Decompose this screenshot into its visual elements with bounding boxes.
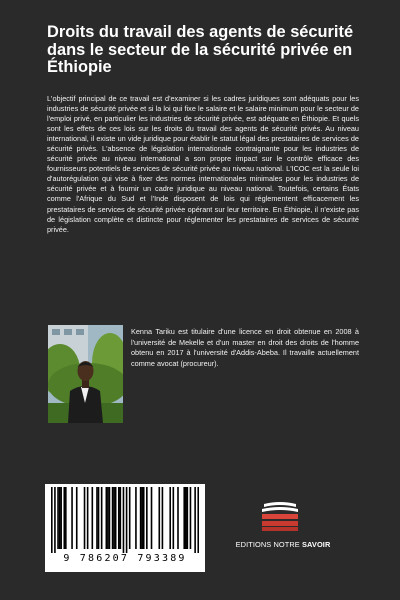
- barcode-bar: [71, 487, 73, 549]
- barcode-bar: [123, 487, 125, 553]
- book-title: Droits du travail des agents de sécurité dans le secteur de la sécurité privée en Éthiopie: [47, 23, 354, 76]
- barcode-bar: [118, 487, 120, 549]
- barcode-bar: [96, 487, 98, 549]
- barcode-bar: [51, 487, 53, 553]
- barcode-bar: [98, 487, 100, 549]
- barcode-bar: [194, 487, 196, 553]
- barcode-bar: [185, 487, 187, 549]
- barcode-bar: [173, 487, 175, 549]
- publisher-name: [228, 540, 338, 549]
- barcode-bar: [57, 487, 59, 549]
- author-photo: [48, 325, 123, 423]
- barcode-bar: [76, 487, 78, 549]
- publisher-name-regular: EDITIONS NOTRE: [235, 540, 302, 549]
- barcode-bar: [65, 487, 67, 549]
- barcode-bar: [106, 487, 108, 549]
- barcode-bar: [115, 487, 117, 549]
- barcode-bar: [146, 487, 148, 549]
- stacked-books-icon: [258, 498, 302, 532]
- barcode-bar: [59, 487, 61, 549]
- barcode-bar: [187, 487, 189, 549]
- barcode-bar: [63, 487, 65, 549]
- barcode-bar: [197, 487, 199, 553]
- barcode-bar: [141, 487, 143, 549]
- barcode-bar: [190, 487, 192, 549]
- barcode-bar: [162, 487, 164, 549]
- author-bio: Kenna Tariku est titulaire d'une licence en droit obtenue en 2008 à l'université de Mekelle et d'un master en droit des droits de l'homme obtenu en 2017 à l'université d'Addis-Abeba. Il travaille actuellement comme avocat (procureur).: [131, 327, 359, 368]
- barcode-bar: [107, 487, 109, 549]
- barcode-bar: [109, 487, 111, 549]
- barcode-bar: [177, 487, 179, 549]
- barcode-bar: [101, 487, 103, 549]
- barcode-bar: [112, 487, 114, 549]
- barcode-bar: [126, 487, 128, 553]
- barcode-bar: [183, 487, 185, 549]
- barcode-bars: [51, 487, 199, 553]
- barcode-bar: [120, 487, 122, 549]
- barcode-bar: [169, 487, 171, 549]
- barcode-bar: [129, 487, 131, 549]
- barcode-bar: [140, 487, 142, 549]
- barcode-bar: [158, 487, 160, 549]
- barcode-bar: [54, 487, 56, 553]
- barcode-bar: [87, 487, 89, 549]
- barcode-bar: [60, 487, 62, 549]
- barcode-bar: [143, 487, 145, 549]
- barcode-bar: [151, 487, 153, 549]
- publisher-name-bold: SAVOIR: [302, 540, 331, 549]
- isbn-number: 9 786207 793389: [63, 553, 187, 564]
- book-summary: L'objectif principal de ce travail est d'examiner si les cadres juridiques sont adéquats pour les industries de sécurité privée et si la loi qui fixe le salaire et le salaire minimum pour le secteur de l'emploi privé, en particulier les industries de sécurité privée, est adéquate en Éthiopie. Et quels sont les effets de ces lois sur les droits du travail des agents de sécurité privés. Au niveau international, il existe un vide juridique pour établir le statut légal des prestataires de services de sécurité privés. L'absence de législation internationale contraignante pour les industries de sécurité privée au niveau international a son propre impact sur le contrôle efficace des fournisseurs potentiels de services de sécurité privée au niveau national. L'ICOC est la seule loi d'autorégulation qui vise à fixer des normes internationales minimales pour les industries de sécurité privée et à fournir un cadre juridique au niveau national. Toutefois, certains États comme l'Afrique du Sud et l'Inde disposent de lois qui réglementent efficacement les prestataires de services de sécurité privée opérant sur leur territoire. En Éthiopie, il n'existe pas de législation complète et distincte pour réglementer les prestataires de services de sécurité privée.: [47, 94, 359, 234]
- isbn-barcode: [45, 484, 205, 572]
- barcode-bar: [113, 487, 115, 549]
- barcode-bar: [92, 487, 94, 549]
- barcode-bar: [84, 487, 86, 549]
- barcode-bar: [135, 487, 137, 549]
- author-portrait-image: [48, 325, 123, 423]
